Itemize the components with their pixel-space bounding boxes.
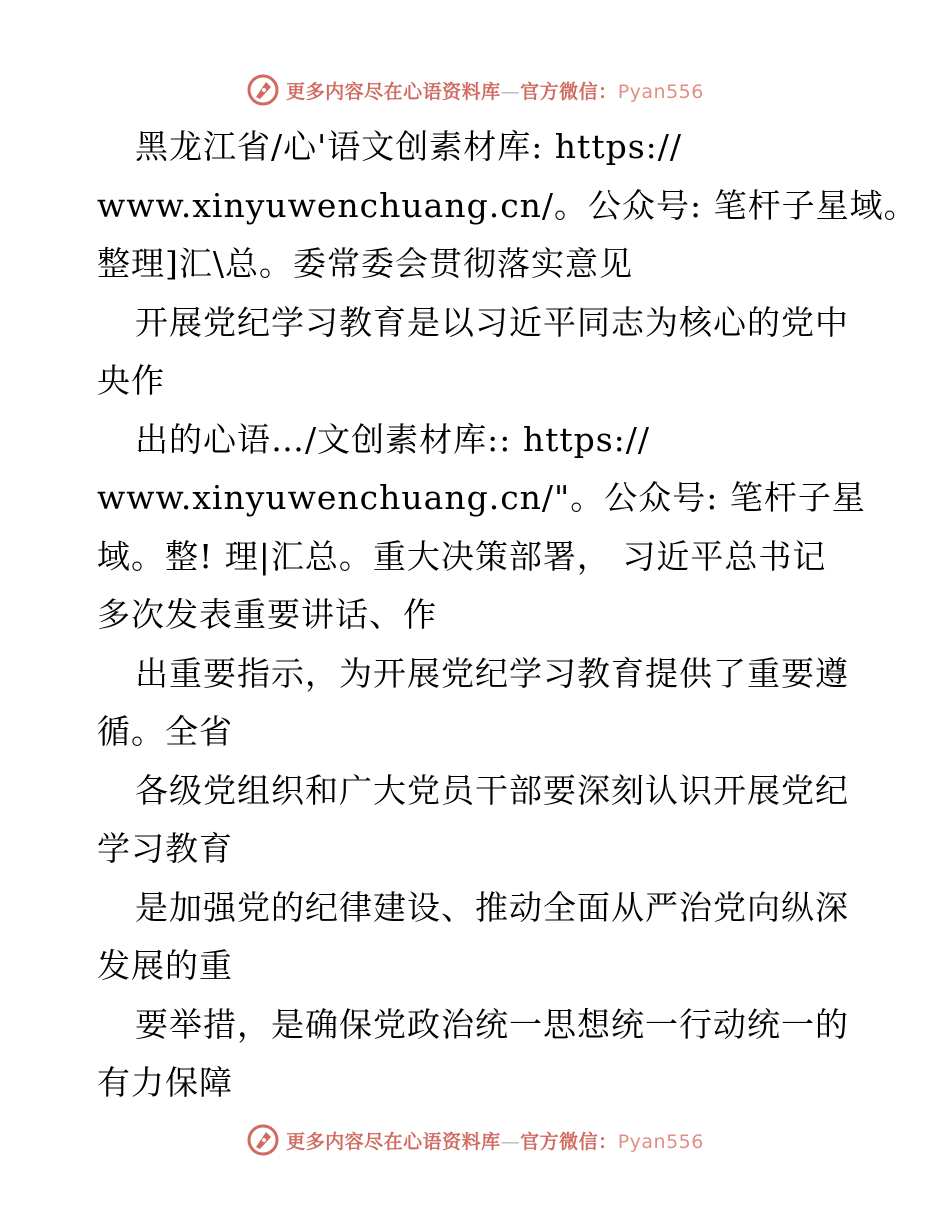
- text-line: 要举措，是确保党政治统一思想统一行动统一的: [135, 1004, 849, 1044]
- watermark-wechat-label: 官方微信：: [520, 80, 618, 103]
- watermark-wechat-id: Pyan556: [617, 1130, 704, 1153]
- watermark-wechat-label: 官方微信：: [520, 1130, 618, 1153]
- text-line: www.xinyuwenchuang.cn/"。公众号: 笔杆子星: [97, 478, 866, 517]
- text-line: 黑龙江省/心'语文创素材库: https://: [135, 127, 682, 166]
- text-line: 各级党组织和广大党员干部要深刻认识开展党纪: [135, 770, 849, 810]
- text-line: 发展的重: [97, 946, 233, 985]
- header-watermark: [0, 70, 950, 110]
- watermark-wechat-id: Pyan556: [617, 80, 704, 103]
- document-body: [97, 118, 918, 1113]
- text-line: 出的心语…/文创素材库:: https://: [135, 419, 651, 459]
- watermark-dash: —: [500, 1130, 521, 1153]
- pen-nib-logo-icon: [246, 1123, 280, 1157]
- text-line: 域。整! 理|汇总。重大决策部署， 习近平总书记: [97, 536, 827, 576]
- text-line: 有力保障: [97, 1063, 233, 1102]
- pen-nib-logo-icon: [246, 73, 280, 107]
- text-line: 多次发表重要讲话、作: [97, 595, 437, 634]
- text-line: 央作: [97, 361, 165, 400]
- text-line: www.xinyuwenchuang.cn/。公众号: 笔杆子星域。: [97, 185, 918, 225]
- watermark-dash: —: [500, 80, 521, 103]
- watermark-text: [286, 1127, 704, 1154]
- text-line: 开展党纪学习教育是以习近平同志为核心的党中: [135, 302, 849, 342]
- watermark-text: [286, 77, 704, 104]
- text-line: 学习教育: [97, 829, 233, 868]
- text-line: 出重要指示，为开展党纪学习教育提供了重要遵: [135, 653, 849, 693]
- watermark-site: 更多内容尽在心语资料库: [286, 80, 501, 103]
- text-line: 是加强党的纪律建设、推动全面从严治党向纵深: [135, 887, 849, 927]
- footer-watermark: [0, 1120, 950, 1160]
- watermark-site: 更多内容尽在心语资料库: [286, 1130, 501, 1153]
- text-line: 循。全省: [97, 712, 233, 751]
- text-line: 整理]汇\总。委常委会贯彻落实意见: [97, 244, 633, 283]
